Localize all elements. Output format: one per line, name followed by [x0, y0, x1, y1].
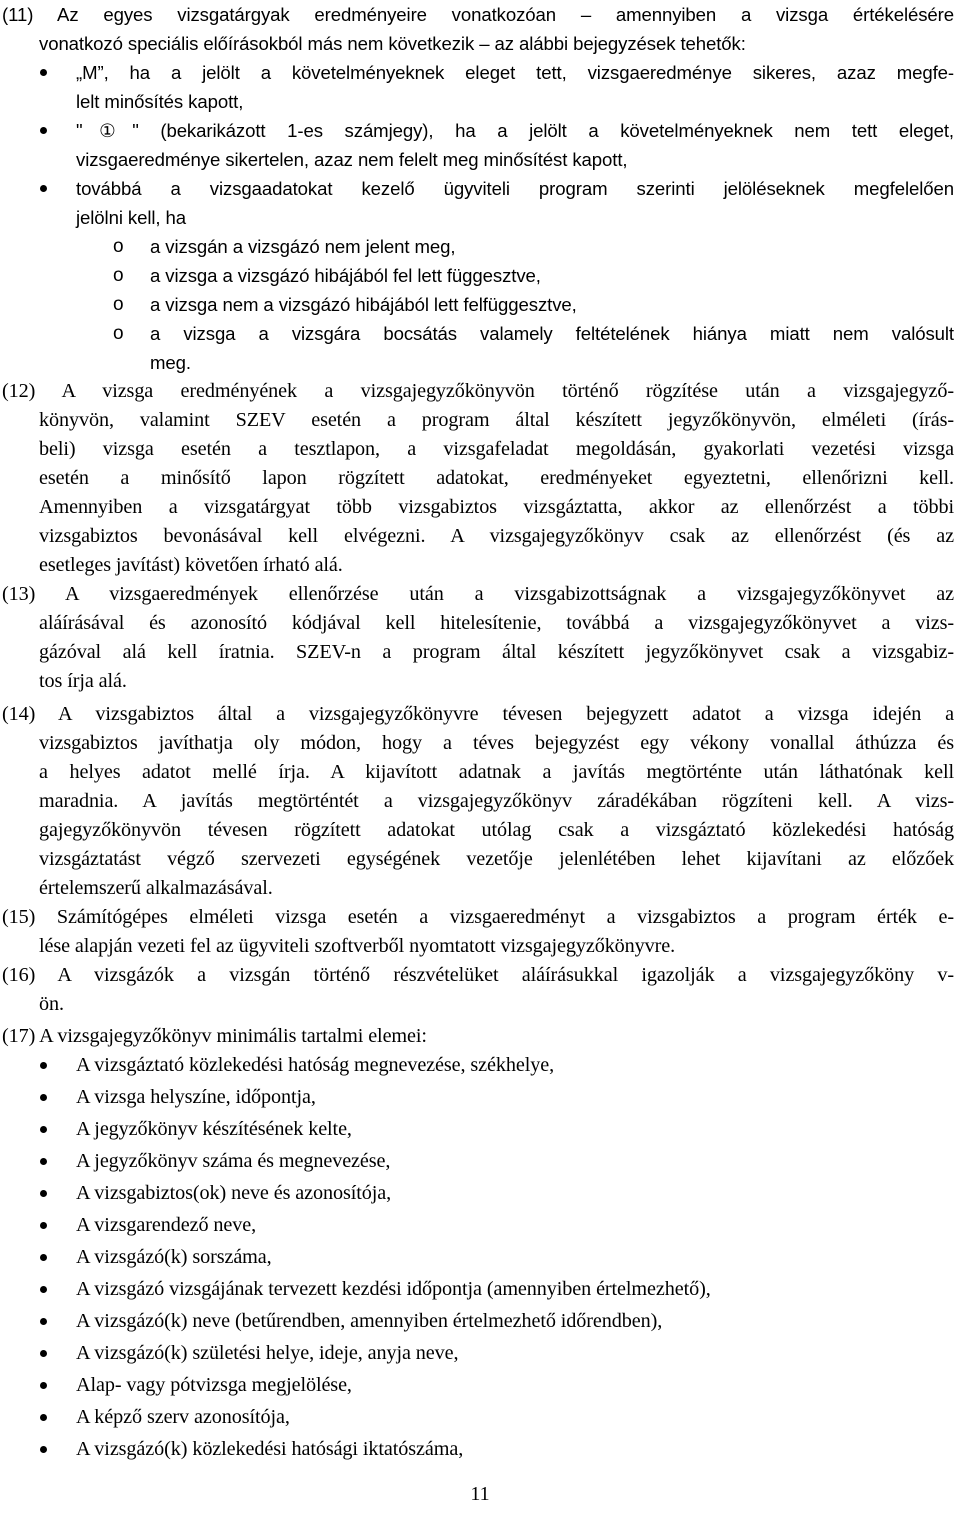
text-line: a vizsga nem a vizsgázó hibájából lett felfüggesztve, [150, 294, 577, 315]
text-line: beli) vizsga esetén a tesztlapon, a vizsgafeladat megoldásán, gyakorlati vezetési vizsga [39, 438, 954, 460]
bullet-icon [40, 1254, 47, 1261]
text-line: vonatkozó speciális előírásokból más nem következik – az alábbi bejegyzések tehetők: [39, 33, 746, 54]
bullet-icon [40, 1414, 47, 1421]
bullet-icon [40, 1382, 47, 1389]
bullet-icon [40, 1126, 47, 1133]
bullet-icon [40, 1190, 47, 1197]
list-item: A vizsgarendező neve, [76, 1214, 257, 1236]
text-line: a vizsgán a vizsgázó nem jelent meg, [150, 236, 456, 257]
bullet-icon [40, 1286, 47, 1293]
text-line: (13) A vizsgaeredmények ellenőrzése után a vizsgabizottságnak a vizsgajegyzőkönyvet az [2, 583, 954, 605]
bullet-icon [40, 127, 47, 134]
list-item: A vizsgáztató közlekedési hatóság megnevezése, székhelye, [76, 1054, 555, 1076]
text-line: (16) A vizsgázók a vizsgán történő részvételüket aláírásukkal igazolják a vizsgajegyzőköny v- [2, 964, 954, 986]
bullet-icon [40, 1062, 47, 1069]
text-line: (15) Számítógépes elméleti vizsga esetén a vizsgaeredményt a vizsgabiztos a program érték e- [2, 906, 954, 928]
text-line: meg. [150, 352, 191, 373]
list-item: A képző szerv azonosítója, [76, 1406, 290, 1428]
bullet-icon [40, 1350, 47, 1357]
bullet-icon [40, 185, 47, 192]
text-line: ön. [39, 993, 64, 1015]
sub-bullet-marker: o [113, 323, 124, 344]
text-line: könyvön, valamint SZEV esetén a program által készített jegyzőkönyvön, elméleti (írás- [39, 409, 954, 431]
list-item: A vizsgázó(k) közlekedési hatósági iktatószáma, [76, 1438, 464, 1460]
page-number: 11 [470, 1483, 490, 1505]
text-line: (14) A vizsgabiztos által a vizsgajegyzőkönyvre tévesen bejegyzett adatot a vizsga idején a [2, 703, 954, 725]
text-line: maradnia. A javítás megtörténtét a vizsgajegyzőkönyv záradékában rögzíteni kell. A vizs- [39, 790, 954, 812]
text-line: továbbá a vizsgaadatokat kezelő ügyviteli program szerinti jelöléseknek megfelelően [76, 178, 954, 199]
text-line: a helyes adatot mellé írja. A kijavított adatnak a javítás megtörténte után láthatónak kell [39, 761, 954, 783]
text-line: vizsgabiztos bevonásával kell elvégezni. A vizsgajegyzőkönyv csak az ellenőrzést (és az [39, 525, 954, 547]
bullet-icon [40, 69, 47, 76]
text-line: esetleges javítást) követően írható alá. [39, 554, 343, 576]
text-line: aláírásával és azonosító kódjával kell hitelesítenie, továbbá a vizsgajegyzőkönyvet a vizs- [39, 612, 954, 634]
list-item: A vizsgázó(k) neve (betűrendben, amennyiben értelmezhető időrendben), [76, 1310, 663, 1332]
text-line: lelt minősítés kapott, [76, 91, 244, 112]
text-line: értelemszerű alkalmazásával. [39, 877, 273, 899]
text-line: a vizsga a vizsgázó hibájából fel lett függesztve, [150, 265, 541, 286]
text-line: Amennyiben a vizsgatárgyat több vizsgabiztos vizsgáztatta, akkor az ellenőrzést a többi [39, 496, 954, 518]
list-item: A vizsgázó vizsgájának tervezett kezdési időpontja (amennyiben értelmezhető), [76, 1278, 711, 1300]
text-line: (17) A vizsgajegyzőkönyv minimális tartalmi elemei: [2, 1025, 427, 1047]
text-line: esetén a minősítő lapon rögzített adatokat, eredményeket egyeztetni, ellenőrizni kell. [39, 467, 954, 489]
text-line: "①" (bekarikázott 1-es számjegy), ha a jelölt a követelményeknek nem tett eleget, [76, 120, 954, 141]
text-line: (11) Az egyes vizsgatárgyak eredményeire vonatkozóan – amennyiben a vizsga értékelésére [2, 4, 954, 25]
text-line: vizsgabiztos javíthatja oly módon, hogy a téves bejegyzést egy vékony vonallal áthúzza és [39, 732, 954, 754]
text-line: jelölni kell, ha [76, 207, 187, 228]
bullet-icon [40, 1158, 47, 1165]
bullet-icon [40, 1318, 47, 1325]
bullet-icon [40, 1446, 47, 1453]
text-line: „M”, ha a jelölt a követelményeknek eleget tett, vizsgaeredménye sikeres, azaz megfe- [76, 62, 954, 83]
text-line: gázóval alá kell íratnia. SZEV-n a program által készített jegyzőkönyvet csak a vizsgabiz- [39, 641, 954, 663]
text-line: gajegyzőkönyvön tévesen rögzített adatokat utólag csak a vizsgáztató közlekedési hatóság [39, 819, 954, 841]
sub-bullet-marker: o [113, 265, 124, 286]
list-item: A vizsgabiztos(ok) neve és azonosítója, [76, 1182, 392, 1204]
list-item: A vizsgázó(k) sorszáma, [76, 1246, 272, 1268]
list-item: A jegyzőkönyv készítésének kelte, [76, 1118, 352, 1140]
sub-bullet-marker: o [113, 236, 124, 257]
text-line: vizsgaeredménye sikertelen, azaz nem felelt meg minősítést kapott, [76, 149, 628, 170]
list-item: Alap- vagy pótvizsga megjelölése, [76, 1374, 352, 1396]
bullet-icon [40, 1094, 47, 1101]
list-item: A jegyzőkönyv száma és megnevezése, [76, 1150, 391, 1172]
text-line: vizsgáztatást végző szervezeti egységének vezetője jelenlétében lehet kijavítani az előzőek [39, 848, 954, 870]
text-line: lése alapján vezeti fel az ügyviteli szoftverből nyomtatott vizsgajegyzőkönyvre. [39, 935, 676, 957]
text-line: a vizsga a vizsgára bocsátás valamely feltételének hiánya miatt nem valósult [150, 323, 954, 344]
list-item: A vizsgázó(k) születési helye, ideje, anyja neve, [76, 1342, 459, 1364]
text-line: tos írja alá. [39, 670, 127, 692]
bullet-icon [40, 1222, 47, 1229]
sub-bullet-marker: o [113, 294, 124, 315]
list-item: A vizsga helyszíne, időpontja, [76, 1086, 316, 1108]
text-line: (12) A vizsga eredményének a vizsgajegyzőkönyvön történő rögzítése után a vizsgajegyző- [2, 380, 954, 402]
